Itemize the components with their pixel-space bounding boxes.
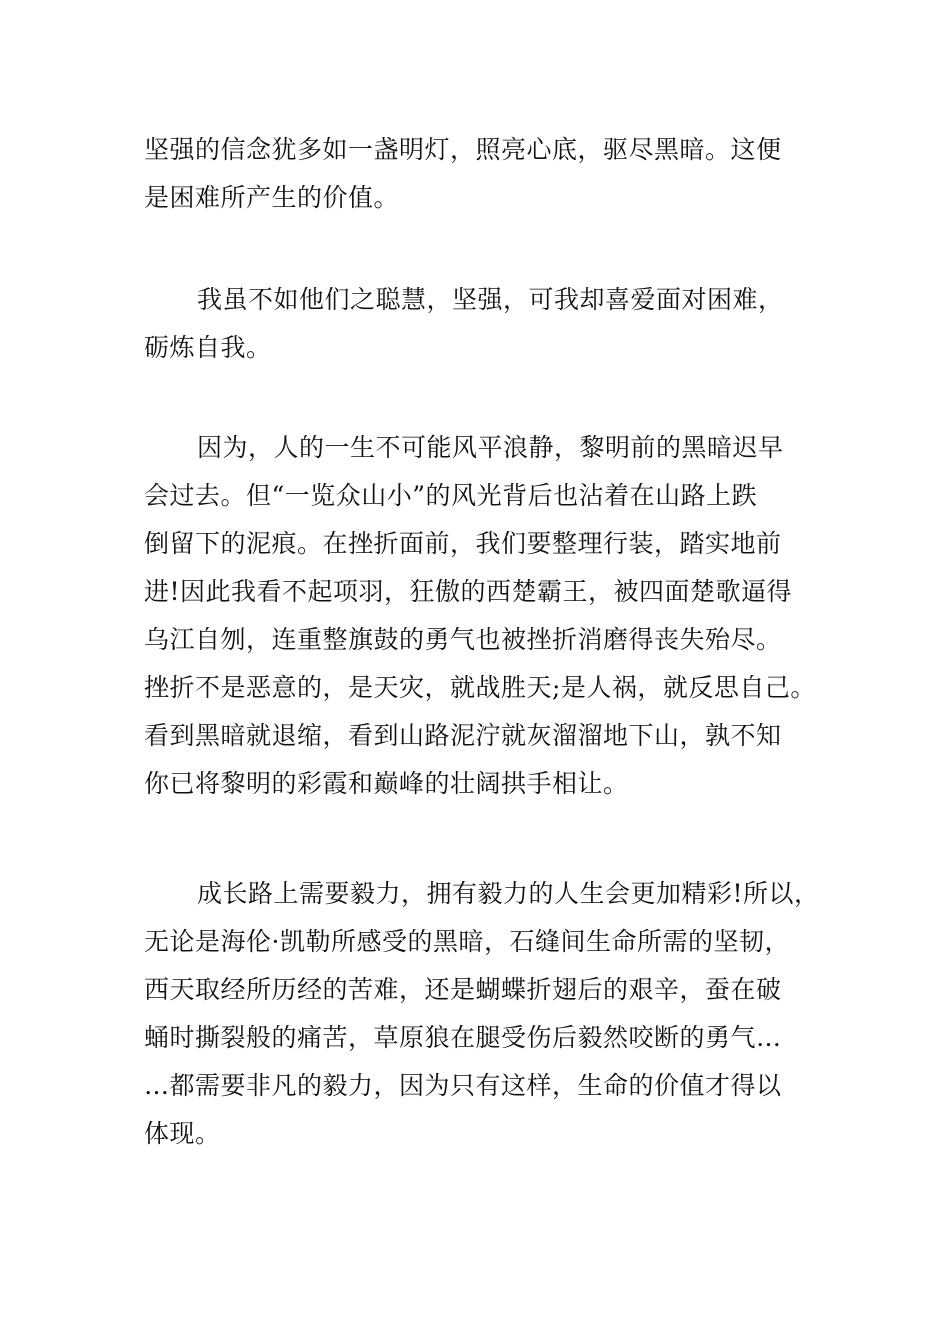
paragraph-1 — [144, 126, 834, 222]
paragraph-3 — [144, 424, 834, 808]
paragraph-line: …都需要非凡的毅力，因为只有这样，生命的价值才得以 — [144, 1071, 782, 1100]
paragraph-4 — [144, 870, 834, 1158]
paragraph-line: 体现。 — [144, 1119, 221, 1148]
paragraph-2 — [144, 276, 834, 372]
paragraph-line: 乌江自刎，连重整旗鼓的勇气也被挫折消磨得丧失殆尽。 — [144, 625, 782, 654]
paragraph-line: 进!因此我看不起项羽，狂傲的西楚霸王，被四面楚歌逼得 — [144, 577, 793, 606]
paragraph-line: 是困难所产生的价值。 — [144, 183, 400, 212]
paragraph-line: 因为，人的一生不可能风平浪静，黎明前的黑暗迟早 — [197, 433, 784, 462]
paragraph-line: 蛹时撕裂般的痛苦，草原狼在腿受伤后毅然咬断的勇气… — [144, 1023, 782, 1052]
paragraph-line: 成长路上需要毅力，拥有毅力的人生会更加精彩!所以， — [197, 879, 820, 908]
paragraph-line: 倒留下的泥痕。在挫折面前，我们要整理行装，踏实地前 — [144, 529, 782, 558]
paragraph-line: 无论是海伦·凯勒所感受的黑暗，石缝间生命所需的坚韧， — [144, 927, 790, 956]
paragraph-line: 看到黑暗就退缩，看到山路泥泞就灰溜溜地下山，孰不知 — [144, 721, 782, 750]
paragraph-line: 我虽不如他们之聪慧，坚强，可我却喜爱面对困难， — [197, 285, 784, 314]
paragraph-line: 坚强的信念犹多如一盏明灯，照亮心底，驱尽黑暗。这便 — [144, 135, 782, 164]
paragraph-line: 你已将黎明的彩霞和巅峰的壮阔拱手相让。 — [144, 769, 629, 798]
paragraph-line: 西天取经所历经的苦难，还是蝴蝶折翅后的艰辛，蚕在破 — [144, 975, 782, 1004]
paragraph-line: 砺炼自我。 — [144, 333, 272, 362]
paragraph-line: 挫折不是恶意的，是天灾，就战胜天;是人祸，就反思自己。 — [144, 673, 816, 702]
paragraph-line: 会过去。但“一览众山小”的风光背后也沾着在山路上跌 — [144, 481, 758, 510]
